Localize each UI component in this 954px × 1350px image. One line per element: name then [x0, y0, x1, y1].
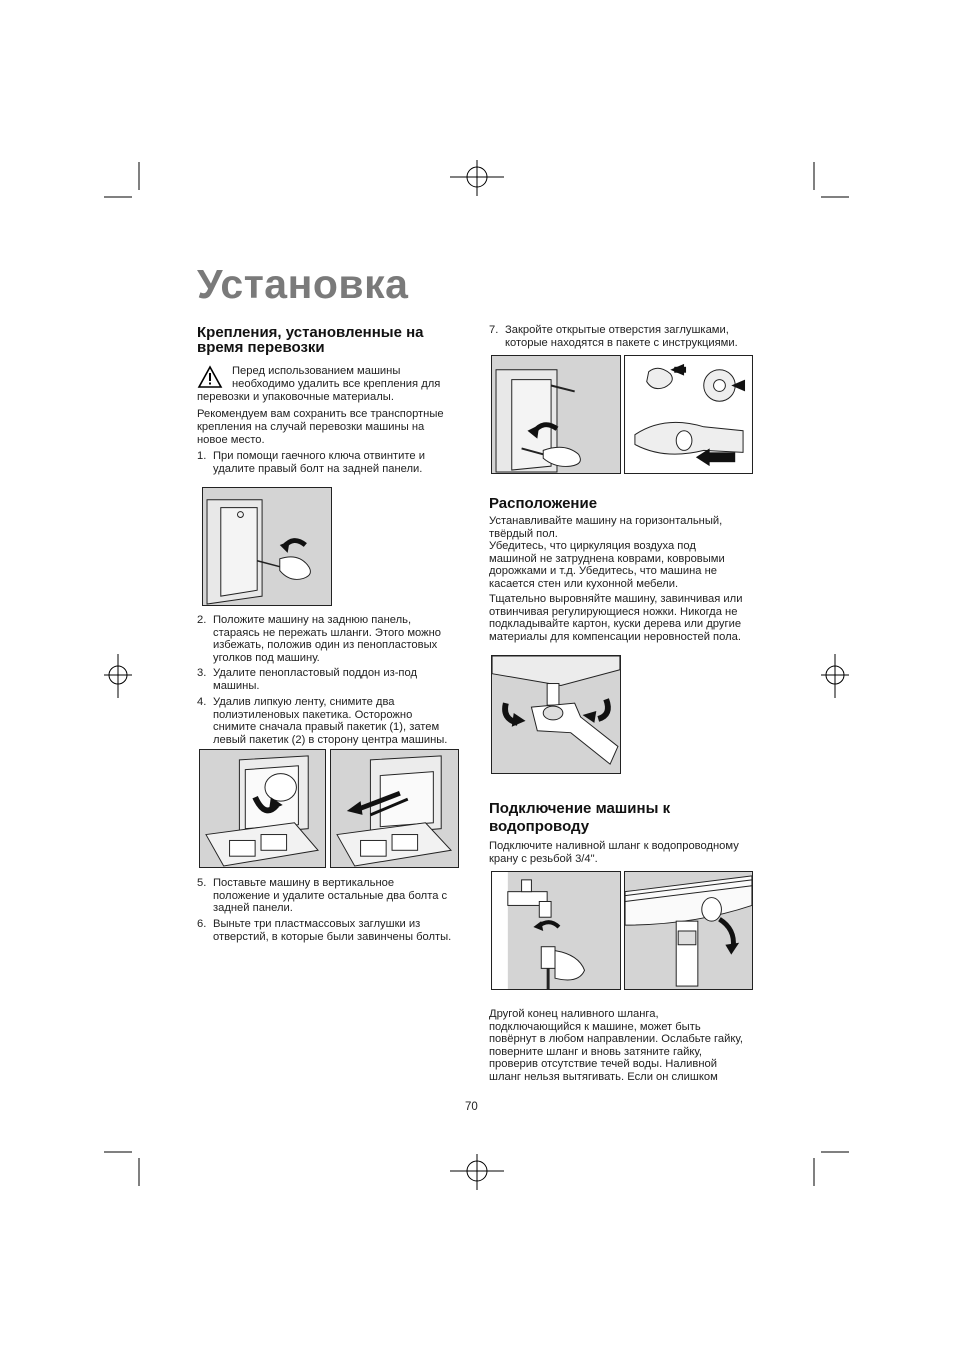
text-line: шланг нельзя вытягивать. Если он слишком [489, 1070, 718, 1083]
step-line: удалите правый болт на задней панели. [213, 462, 423, 475]
placement-paragraph-1 [489, 515, 764, 591]
registration-mark-icon [450, 160, 504, 196]
step-line: Удалите пенопластовый поддон из-под [213, 667, 417, 679]
water-paragraph-1 [489, 840, 764, 865]
text-line: Другой конец наливного шланга, [489, 1008, 659, 1020]
registration-mark-icon [450, 1154, 504, 1190]
text-line: повёрнут в любом направлении. Ослабьте гайку, [489, 1033, 743, 1046]
text-line: подключающийся к машине, может быть [489, 1020, 701, 1033]
step-line: Положите машину на заднюю панель, [213, 614, 412, 626]
text-line: дорожками и т.д. Убедитесь, что машина не [489, 565, 718, 578]
step-4 [197, 696, 467, 748]
text-line: касается стен или кухонной мебели. [489, 577, 679, 590]
figure-insert-plugs-back-svg [492, 356, 620, 473]
step-line: Выньте три пластмассовых заглушки из [213, 918, 421, 930]
figure-connect-tap-svg [492, 872, 620, 989]
step-6 [197, 918, 472, 946]
figure-remove-bag-right-svg [200, 750, 325, 867]
step-line: которые находятся в пакете с инструкциями. [505, 336, 738, 349]
step-line: Поставьте машину в вертикальное [213, 877, 395, 889]
step-number: 4. [197, 696, 207, 708]
text-line: твёрдый пол. [489, 527, 558, 540]
warning-line-2: необходимо удалить все крепления для [232, 378, 441, 390]
water-paragraph-2 [489, 1008, 764, 1084]
step-line: снимите сначала правый пакетик (1), затем [213, 721, 440, 734]
page-number: 70 [465, 1101, 478, 1113]
page-title: Установка [197, 261, 409, 307]
text-line: проверив отсутствие течей воды. Наливной [489, 1058, 717, 1071]
step-line: машины. [213, 679, 260, 692]
text-line: Устанавливайте машину на горизонтальный, [489, 515, 723, 527]
figure-connect-machine-svg [625, 872, 752, 989]
figure-adjust-feet-svg [492, 656, 620, 773]
placement-heading: Расположение [489, 495, 598, 512]
transport-section-heading [197, 325, 467, 355]
step-number: 7. [489, 324, 499, 336]
text-line: отвинчивая регулирующиеся ножки. Никогда не [489, 605, 738, 618]
step-line: Закройте открытые отверстия заглушками, [505, 324, 729, 336]
step-2 [197, 614, 467, 666]
text-line: поверните шланг и вновь затяните гайку, [489, 1045, 702, 1058]
intro-line-1: Рекомендуем вам сохранить все транспортные [197, 408, 444, 420]
step-3 [197, 667, 467, 695]
figure-insert-plugs-detail [624, 355, 753, 474]
step-1 [197, 450, 467, 478]
figure-connect-tap [491, 871, 621, 990]
text-line: Тщательно выровняйте машину, завинчивая или [489, 593, 743, 605]
text-line: материалы для компенсации неровностей пола. [489, 630, 741, 643]
step-line: полиэтиленовых пакетика. Осторожно [213, 708, 413, 721]
water-heading-line-2: водопроводу [489, 818, 590, 835]
figure-remove-bag-left-svg [331, 750, 458, 867]
crop-marks-top [0, 0, 954, 220]
warning-line-3: перевозки и упаковочные материалы. [197, 391, 394, 403]
text-line: крану с резьбой 3/4". [489, 852, 598, 865]
placement-section [489, 496, 764, 511]
step-line: Удалив липкую ленту, снимите два [213, 696, 395, 708]
registration-mark-icon [821, 654, 849, 698]
step-number: 2. [197, 614, 207, 626]
step-line: стараясь не пережать шланги. Этого можно [213, 626, 442, 639]
step-7 [489, 324, 759, 352]
crop-marks-bottom [0, 1140, 954, 1200]
figure-insert-plugs-back [491, 355, 621, 474]
warning-line-1: Перед использованием машины [232, 365, 401, 377]
step-line: уголков под машину. [213, 651, 320, 664]
text-line: подкладывайте картон, куски дерева или другие [489, 618, 742, 631]
warning-triangle-icon [197, 365, 223, 389]
step-line: отверстий, в которые были завинчены болты. [213, 930, 452, 943]
step-number: 3. [197, 667, 207, 679]
step-line: левый пакетик (2) в сторону центра машины. [213, 733, 448, 746]
text-line: машиной не затруднена коврами, ковровыми [489, 552, 725, 565]
warning-icon-wrap [197, 365, 223, 389]
registration-mark-icon [104, 654, 132, 698]
text-line: Убедитесь, что циркуляция воздуха под [489, 540, 696, 553]
step-number: 6. [197, 918, 207, 930]
water-heading-line-1: Подключение машины к [489, 800, 671, 817]
crop-marks-side [0, 650, 954, 710]
step-line: избежать, положив один из пенопластовых [213, 639, 438, 652]
figure-connect-machine [624, 871, 753, 990]
placement-paragraph-2 [489, 593, 764, 643]
step-5 [197, 877, 467, 917]
figure-remove-bolt [202, 487, 332, 606]
text-line: Подключите наливной шланг к водопроводному [489, 840, 739, 852]
step-line: задней панели. [213, 902, 293, 915]
crop-marks-side-svg [0, 650, 954, 710]
step-line: При помощи гаечного ключа отвинтите и [213, 450, 425, 462]
crop-marks-bottom-svg [0, 1140, 954, 1200]
figure-remove-bag-right [199, 749, 326, 868]
step-number: 5. [197, 877, 207, 889]
figure-insert-plugs-detail-svg [625, 356, 752, 473]
figure-remove-bolt-svg [203, 488, 331, 605]
crop-marks-top-svg [0, 0, 954, 220]
intro-line-3: новое место. [197, 434, 265, 446]
step-number: 1. [197, 450, 207, 462]
water-section [489, 801, 764, 834]
figure-remove-bag-left [330, 749, 459, 868]
intro-line-2: крепления на случай перевозки машины на [197, 421, 425, 433]
step-line: положение и удалите остальные два болта с [213, 889, 448, 902]
figure-adjust-feet [491, 655, 621, 774]
transport-heading: Крепления, установленные на время перевозки [197, 324, 424, 356]
